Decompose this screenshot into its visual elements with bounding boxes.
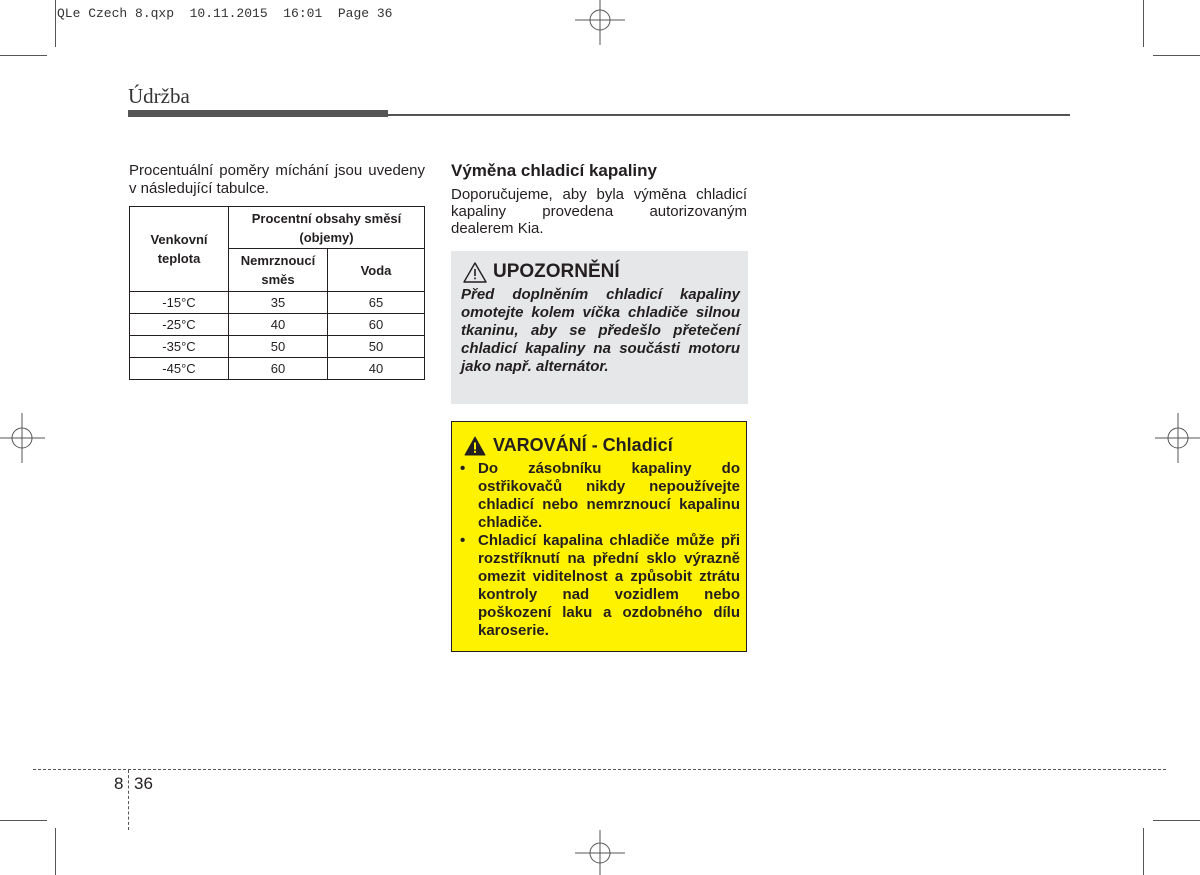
table-row: [130, 314, 425, 336]
table-cell: 65: [328, 292, 425, 314]
registration-mark-top: [570, 0, 630, 45]
table-cell: 60: [328, 314, 425, 336]
section-title: Výměna chladicí kapaliny: [451, 161, 657, 180]
list-item: [460, 532, 740, 640]
list-item: [460, 460, 740, 532]
table-cell: 35: [229, 292, 328, 314]
warning-box: [451, 421, 747, 652]
table-cell: 50: [229, 336, 328, 358]
registration-mark-bottom: [570, 830, 630, 875]
page-number: 36: [134, 774, 153, 793]
header-rule-thin: [388, 114, 1070, 116]
bullet-icon: •: [460, 532, 466, 549]
caution-title: UPOZORNĚNÍ: [493, 261, 620, 282]
page-title: Údržba: [128, 84, 190, 108]
table-cell: 60: [229, 358, 328, 380]
intro-paragraph: Procentuální poměry míchání jsou uvedeny v následující tabulce.: [129, 162, 425, 197]
caution-text: Před doplněním chladicí kapaliny omotejte kolem víčka chladiče silnou tkaninu, aby se předešlo přetečení chladicí kapaliny na součásti motoru jako např. alternátor.: [461, 286, 740, 375]
print-slug: QLe Czech 8.qxp 10.11.2015 16:01 Page 36: [57, 6, 393, 21]
table-cell: 40: [229, 314, 328, 336]
table-cell: -15°C: [130, 292, 229, 314]
warning-title: VAROVÁNÍ: [493, 435, 587, 455]
registration-mark-left: [0, 410, 45, 470]
registration-mark-right: [1155, 410, 1200, 470]
table-cell: -45°C: [130, 358, 229, 380]
caution-triangle-icon: [463, 262, 487, 283]
warning-item-text: Chladicí kapalina chladiče může při rozstříknutí na přední sklo výrazně omezit viditelnost a způsobit ztrátu kontroly nad vozidlem nebo poškození laku a ozdobného dílu karoserie.: [478, 532, 740, 639]
chapter-number: 8: [114, 774, 124, 793]
caution-box: [451, 251, 748, 404]
footer-rule: [33, 769, 1166, 770]
table-row: [130, 292, 425, 314]
warning-header: [464, 435, 673, 456]
coolant-mix-table: [129, 206, 425, 380]
caution-header: [463, 261, 620, 283]
table-cell: -35°C: [130, 336, 229, 358]
col-header-water: Voda: [328, 249, 425, 292]
col-header-group: Procentní obsahy směsí (objemy): [229, 207, 425, 249]
col-header-temperature: Venkovní teplota: [130, 207, 229, 292]
warning-list: [460, 460, 740, 640]
col-header-antifreeze: Nemrznoucí směs: [229, 249, 328, 292]
table-row: [130, 358, 425, 380]
header-rule: [128, 110, 388, 117]
table-cell: 40: [328, 358, 425, 380]
warning-subtitle: - Chladicí: [591, 435, 673, 455]
table-cell: 50: [328, 336, 425, 358]
table-row: [130, 336, 425, 358]
footer-divider: [128, 770, 129, 830]
table-cell: -25°C: [130, 314, 229, 336]
warning-triangle-icon: [464, 436, 486, 456]
warning-item-text: Do zásobníku kapaliny do ostřikovačů nikdy nepoužívejte chladicí nebo nemrznoucí kapalinu chladiče.: [478, 460, 740, 531]
bullet-icon: •: [460, 460, 466, 477]
section-body: Doporučujeme, aby byla výměna chladicí kapaliny provedena autorizovaným dealerem Kia.: [451, 186, 747, 237]
